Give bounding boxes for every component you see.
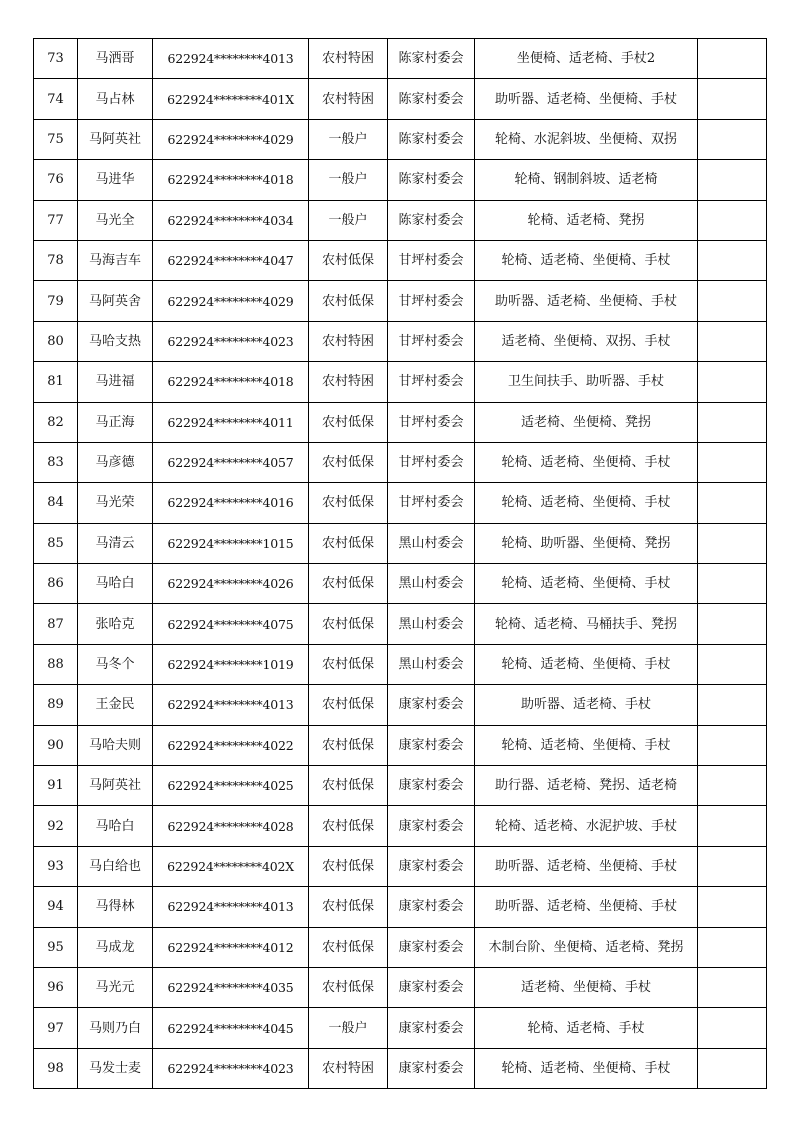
remark-cell xyxy=(698,927,767,967)
household-category-cell: 一般户 xyxy=(309,119,388,159)
table-row xyxy=(34,927,767,967)
household-category-cell: 农村低保 xyxy=(309,442,388,482)
remark-cell xyxy=(698,483,767,523)
household-category-cell: 农村低保 xyxy=(309,240,388,280)
table-row xyxy=(34,1008,767,1048)
id-number-cell: 622924********4075 xyxy=(153,604,309,644)
aid-items-cell: 适老椅、坐便椅、手杖 xyxy=(475,967,698,1007)
row-number-cell: 89 xyxy=(34,685,78,725)
remark-cell xyxy=(698,160,767,200)
table-row xyxy=(34,806,767,846)
name-cell: 马哈白 xyxy=(78,564,153,604)
id-number-cell: 622924********4025 xyxy=(153,766,309,806)
table-row xyxy=(34,564,767,604)
aid-items-cell: 轮椅、钢制斜坡、适老椅 xyxy=(475,160,698,200)
aid-items-cell: 轮椅、适老椅、坐便椅、手杖 xyxy=(475,240,698,280)
household-category-cell: 农村特困 xyxy=(309,79,388,119)
aid-items-cell: 适老椅、坐便椅、凳拐 xyxy=(475,402,698,442)
aid-items-cell: 助听器、适老椅、手杖 xyxy=(475,685,698,725)
remark-cell xyxy=(698,887,767,927)
row-number-cell: 88 xyxy=(34,644,78,684)
id-number-cell: 622924********4028 xyxy=(153,806,309,846)
row-number-cell: 97 xyxy=(34,1008,78,1048)
household-category-cell: 农村低保 xyxy=(309,725,388,765)
row-number-cell: 90 xyxy=(34,725,78,765)
table-row xyxy=(34,644,767,684)
village-committee-cell: 甘坪村委会 xyxy=(388,240,475,280)
aid-items-cell: 轮椅、水泥斜坡、坐便椅、双拐 xyxy=(475,119,698,159)
table-row xyxy=(34,321,767,361)
row-number-cell: 93 xyxy=(34,846,78,886)
household-category-cell: 一般户 xyxy=(309,160,388,200)
village-committee-cell: 康家村委会 xyxy=(388,685,475,725)
household-category-cell: 农村低保 xyxy=(309,281,388,321)
name-cell: 马海吉车 xyxy=(78,240,153,280)
table-row xyxy=(34,240,767,280)
aid-items-cell: 轮椅、适老椅、坐便椅、手杖 xyxy=(475,564,698,604)
name-cell: 马白给也 xyxy=(78,846,153,886)
id-number-cell: 622924********4023 xyxy=(153,321,309,361)
name-cell: 马洒哥 xyxy=(78,39,153,79)
household-category-cell: 农村低保 xyxy=(309,685,388,725)
village-committee-cell: 甘坪村委会 xyxy=(388,362,475,402)
household-category-cell: 农村低保 xyxy=(309,766,388,806)
remark-cell xyxy=(698,685,767,725)
household-category-cell: 一般户 xyxy=(309,200,388,240)
name-cell: 马进华 xyxy=(78,160,153,200)
id-number-cell: 622924********4045 xyxy=(153,1008,309,1048)
remark-cell xyxy=(698,766,767,806)
table-row xyxy=(34,442,767,482)
aid-items-cell: 助听器、适老椅、坐便椅、手杖 xyxy=(475,846,698,886)
table-row xyxy=(34,846,767,886)
village-committee-cell: 黑山村委会 xyxy=(388,644,475,684)
remark-cell xyxy=(698,644,767,684)
household-category-cell: 农村特困 xyxy=(309,362,388,402)
row-number-cell: 81 xyxy=(34,362,78,402)
village-committee-cell: 甘坪村委会 xyxy=(388,281,475,321)
aid-items-cell: 木制台阶、坐便椅、适老椅、凳拐 xyxy=(475,927,698,967)
row-number-cell: 95 xyxy=(34,927,78,967)
village-committee-cell: 甘坪村委会 xyxy=(388,402,475,442)
id-number-cell: 622924********4023 xyxy=(153,1048,309,1088)
roster-sheet xyxy=(33,38,766,1089)
aid-items-cell: 助听器、适老椅、坐便椅、手杖 xyxy=(475,887,698,927)
aid-items-cell: 助听器、适老椅、坐便椅、手杖 xyxy=(475,79,698,119)
aid-items-cell: 轮椅、适老椅、水泥护坡、手杖 xyxy=(475,806,698,846)
table-row xyxy=(34,725,767,765)
id-number-cell: 622924********4047 xyxy=(153,240,309,280)
remark-cell xyxy=(698,1008,767,1048)
id-number-cell: 622924********4013 xyxy=(153,39,309,79)
aid-items-cell: 卫生间扶手、助听器、手杖 xyxy=(475,362,698,402)
row-number-cell: 78 xyxy=(34,240,78,280)
aid-items-cell: 适老椅、坐便椅、双拐、手杖 xyxy=(475,321,698,361)
table-row xyxy=(34,1048,767,1088)
remark-cell xyxy=(698,967,767,1007)
household-category-cell: 农村特困 xyxy=(309,39,388,79)
household-category-cell: 农村低保 xyxy=(309,887,388,927)
village-committee-cell: 康家村委会 xyxy=(388,846,475,886)
name-cell: 马阿英社 xyxy=(78,119,153,159)
name-cell: 马进福 xyxy=(78,362,153,402)
village-committee-cell: 康家村委会 xyxy=(388,1048,475,1088)
table-row xyxy=(34,160,767,200)
table-row xyxy=(34,281,767,321)
household-category-cell: 农村低保 xyxy=(309,483,388,523)
village-committee-cell: 甘坪村委会 xyxy=(388,321,475,361)
id-number-cell: 622924********4029 xyxy=(153,119,309,159)
remark-cell xyxy=(698,39,767,79)
village-committee-cell: 康家村委会 xyxy=(388,766,475,806)
row-number-cell: 77 xyxy=(34,200,78,240)
row-number-cell: 84 xyxy=(34,483,78,523)
id-number-cell: 622924********4018 xyxy=(153,362,309,402)
table-row xyxy=(34,39,767,79)
table-row xyxy=(34,362,767,402)
table-row xyxy=(34,402,767,442)
aid-items-cell: 助行器、适老椅、凳拐、适老椅 xyxy=(475,766,698,806)
village-committee-cell: 黑山村委会 xyxy=(388,564,475,604)
household-category-cell: 农村特困 xyxy=(309,321,388,361)
name-cell: 马冬个 xyxy=(78,644,153,684)
household-category-cell: 一般户 xyxy=(309,1008,388,1048)
row-number-cell: 86 xyxy=(34,564,78,604)
table-row xyxy=(34,604,767,644)
table-row xyxy=(34,200,767,240)
remark-cell xyxy=(698,725,767,765)
id-number-cell: 622924********402X xyxy=(153,846,309,886)
id-number-cell: 622924********4016 xyxy=(153,483,309,523)
village-committee-cell: 黑山村委会 xyxy=(388,604,475,644)
table-row xyxy=(34,685,767,725)
household-category-cell: 农村低保 xyxy=(309,927,388,967)
table-row xyxy=(34,887,767,927)
row-number-cell: 83 xyxy=(34,442,78,482)
remark-cell xyxy=(698,846,767,886)
village-committee-cell: 陈家村委会 xyxy=(388,119,475,159)
aid-items-cell: 轮椅、适老椅、坐便椅、手杖 xyxy=(475,644,698,684)
table-row xyxy=(34,483,767,523)
household-category-cell: 农村低保 xyxy=(309,806,388,846)
name-cell: 马正海 xyxy=(78,402,153,442)
id-number-cell: 622924********4057 xyxy=(153,442,309,482)
row-number-cell: 74 xyxy=(34,79,78,119)
village-committee-cell: 陈家村委会 xyxy=(388,39,475,79)
id-number-cell: 622924********401X xyxy=(153,79,309,119)
row-number-cell: 79 xyxy=(34,281,78,321)
village-committee-cell: 康家村委会 xyxy=(388,927,475,967)
village-committee-cell: 康家村委会 xyxy=(388,967,475,1007)
village-committee-cell: 甘坪村委会 xyxy=(388,483,475,523)
remark-cell xyxy=(698,281,767,321)
id-number-cell: 622924********4029 xyxy=(153,281,309,321)
household-category-cell: 农村低保 xyxy=(309,604,388,644)
row-number-cell: 98 xyxy=(34,1048,78,1088)
household-category-cell: 农村低保 xyxy=(309,564,388,604)
id-number-cell: 622924********4011 xyxy=(153,402,309,442)
name-cell: 马占林 xyxy=(78,79,153,119)
recipient-table xyxy=(33,38,767,1089)
row-number-cell: 91 xyxy=(34,766,78,806)
table-body xyxy=(34,39,767,1089)
id-number-cell: 622924********1019 xyxy=(153,644,309,684)
remark-cell xyxy=(698,402,767,442)
row-number-cell: 87 xyxy=(34,604,78,644)
name-cell: 马清云 xyxy=(78,523,153,563)
aid-items-cell: 轮椅、适老椅、坐便椅、手杖 xyxy=(475,725,698,765)
name-cell: 马哈支热 xyxy=(78,321,153,361)
aid-items-cell: 助听器、适老椅、坐便椅、手杖 xyxy=(475,281,698,321)
village-committee-cell: 康家村委会 xyxy=(388,725,475,765)
village-committee-cell: 康家村委会 xyxy=(388,806,475,846)
id-number-cell: 622924********4022 xyxy=(153,725,309,765)
table-row xyxy=(34,766,767,806)
table-row xyxy=(34,967,767,1007)
aid-items-cell: 轮椅、适老椅、坐便椅、手杖 xyxy=(475,483,698,523)
name-cell: 马光元 xyxy=(78,967,153,1007)
name-cell: 马阿英舍 xyxy=(78,281,153,321)
village-committee-cell: 康家村委会 xyxy=(388,887,475,927)
remark-cell xyxy=(698,604,767,644)
table-row xyxy=(34,79,767,119)
remark-cell xyxy=(698,362,767,402)
name-cell: 马哈白 xyxy=(78,806,153,846)
aid-items-cell: 坐便椅、适老椅、手杖2 xyxy=(475,39,698,79)
name-cell: 马阿英社 xyxy=(78,766,153,806)
household-category-cell: 农村低保 xyxy=(309,846,388,886)
aid-items-cell: 轮椅、助听器、坐便椅、凳拐 xyxy=(475,523,698,563)
row-number-cell: 82 xyxy=(34,402,78,442)
row-number-cell: 76 xyxy=(34,160,78,200)
name-cell: 马得林 xyxy=(78,887,153,927)
name-cell: 马哈夫则 xyxy=(78,725,153,765)
remark-cell xyxy=(698,806,767,846)
household-category-cell: 农村低保 xyxy=(309,644,388,684)
village-committee-cell: 陈家村委会 xyxy=(388,79,475,119)
name-cell: 王金民 xyxy=(78,685,153,725)
remark-cell xyxy=(698,564,767,604)
remark-cell xyxy=(698,200,767,240)
id-number-cell: 622924********4034 xyxy=(153,200,309,240)
village-committee-cell: 黑山村委会 xyxy=(388,523,475,563)
table-row xyxy=(34,119,767,159)
row-number-cell: 96 xyxy=(34,967,78,1007)
name-cell: 马光全 xyxy=(78,200,153,240)
row-number-cell: 92 xyxy=(34,806,78,846)
row-number-cell: 85 xyxy=(34,523,78,563)
name-cell: 马发士麦 xyxy=(78,1048,153,1088)
remark-cell xyxy=(698,321,767,361)
id-number-cell: 622924********4013 xyxy=(153,887,309,927)
row-number-cell: 80 xyxy=(34,321,78,361)
village-committee-cell: 陈家村委会 xyxy=(388,160,475,200)
remark-cell xyxy=(698,240,767,280)
remark-cell xyxy=(698,119,767,159)
remark-cell xyxy=(698,79,767,119)
aid-items-cell: 轮椅、适老椅、坐便椅、手杖 xyxy=(475,1048,698,1088)
table-row xyxy=(34,523,767,563)
remark-cell xyxy=(698,523,767,563)
household-category-cell: 农村低保 xyxy=(309,967,388,1007)
name-cell: 马成龙 xyxy=(78,927,153,967)
aid-items-cell: 轮椅、适老椅、马桶扶手、凳拐 xyxy=(475,604,698,644)
village-committee-cell: 甘坪村委会 xyxy=(388,442,475,482)
row-number-cell: 73 xyxy=(34,39,78,79)
village-committee-cell: 陈家村委会 xyxy=(388,200,475,240)
aid-items-cell: 轮椅、适老椅、坐便椅、手杖 xyxy=(475,442,698,482)
id-number-cell: 622924********4018 xyxy=(153,160,309,200)
id-number-cell: 622924********4012 xyxy=(153,927,309,967)
name-cell: 马彦德 xyxy=(78,442,153,482)
village-committee-cell: 康家村委会 xyxy=(388,1008,475,1048)
name-cell: 马光荣 xyxy=(78,483,153,523)
aid-items-cell: 轮椅、适老椅、凳拐 xyxy=(475,200,698,240)
household-category-cell: 农村低保 xyxy=(309,402,388,442)
remark-cell xyxy=(698,442,767,482)
id-number-cell: 622924********4013 xyxy=(153,685,309,725)
aid-items-cell: 轮椅、适老椅、手杖 xyxy=(475,1008,698,1048)
household-category-cell: 农村低保 xyxy=(309,523,388,563)
id-number-cell: 622924********4035 xyxy=(153,967,309,1007)
id-number-cell: 622924********1015 xyxy=(153,523,309,563)
row-number-cell: 75 xyxy=(34,119,78,159)
id-number-cell: 622924********4026 xyxy=(153,564,309,604)
name-cell: 张哈克 xyxy=(78,604,153,644)
name-cell: 马则乃白 xyxy=(78,1008,153,1048)
household-category-cell: 农村特困 xyxy=(309,1048,388,1088)
row-number-cell: 94 xyxy=(34,887,78,927)
remark-cell xyxy=(698,1048,767,1088)
